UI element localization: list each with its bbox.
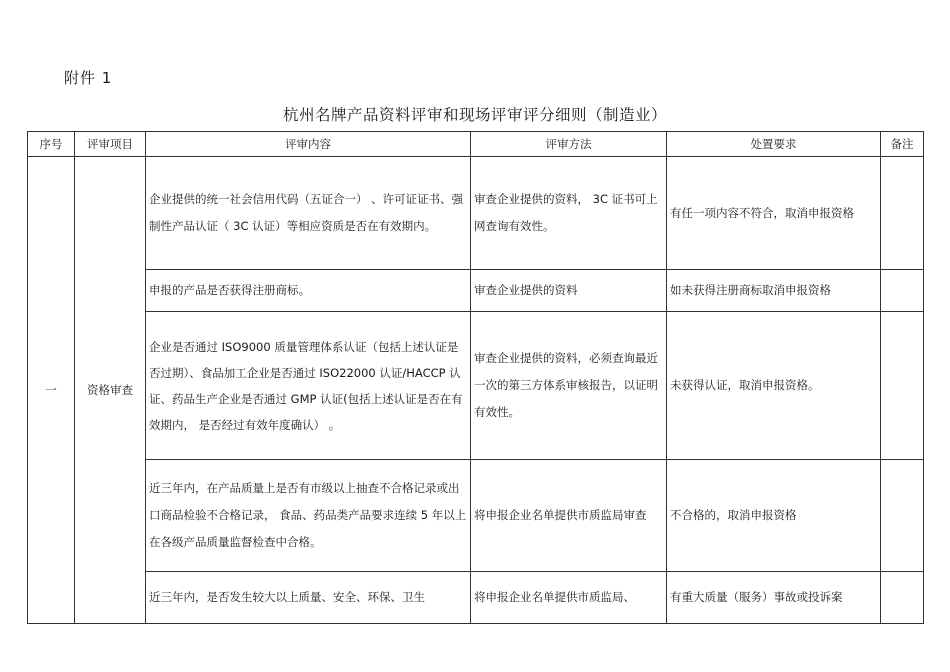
method-cell	[471, 312, 667, 460]
header-note: 备注	[881, 132, 924, 157]
group-item-cell	[75, 157, 146, 624]
page-title: 杭州名牌产品资料评审和现场评审评分细则（制造业）	[282, 106, 667, 124]
row-5-content: 近三年内，是否发生较大以上质量、安全、环保、卫生	[149, 590, 425, 604]
group-item: 资格审查	[87, 383, 133, 397]
group-seq-cell	[28, 157, 75, 624]
requirement-cell	[667, 157, 881, 270]
evaluation-table	[27, 131, 924, 624]
header-content: 评审内容	[146, 132, 471, 157]
attachment-label: 附件 1	[64, 69, 113, 87]
row-3-method: 审查企业提供的资料，必须查询最近一次的第三方体系审核报告，以证明有效性。	[474, 351, 658, 419]
table-row	[28, 270, 924, 312]
header-seq: 序号	[28, 132, 75, 157]
content-cell	[146, 157, 471, 270]
row-4-requirement: 不合格的，取消申报资格	[670, 508, 797, 522]
header-method: 评审方法	[471, 132, 667, 157]
row-3-content: 企业是否通过 ISO9000 质量管理体系认证（包括上述认证是否过期）、食品加工企业是否通过 ISO22000 认证/HACCP 认证、药品生产企业是否通过 GMP 认证(包括上述认证是否在有效期内， 是否经过有效年度确认） 。	[149, 339, 463, 432]
content-cell	[146, 460, 471, 572]
method-cell	[471, 157, 667, 270]
header-requirement: 处置要求	[667, 132, 881, 157]
note-cell	[881, 157, 924, 270]
requirement-cell	[667, 312, 881, 460]
row-2-content: 申报的产品是否获得注册商标。	[149, 283, 310, 297]
note-cell	[881, 270, 924, 312]
requirement-cell	[667, 572, 881, 624]
table-row	[28, 460, 924, 572]
row-2-method: 审查企业提供的资料	[474, 283, 578, 297]
content-cell	[146, 270, 471, 312]
row-4-content: 近三年内，在产品质量上是否有市级以上抽查不合格记录或出口商品检验不合格记录， 食品、药品类产品要求连续 5 年以上在各级产品质量监督检查中合格。	[149, 481, 467, 549]
row-2-requirement: 如未获得注册商标取消申报资格	[670, 283, 831, 297]
row-4-method: 将申报企业名单提供市质监局审查	[474, 508, 647, 522]
table-row	[28, 572, 924, 624]
method-cell	[471, 270, 667, 312]
table-header-row	[28, 132, 924, 157]
row-5-method: 将申报企业名单提供市质监局、	[474, 590, 635, 604]
method-cell	[471, 572, 667, 624]
row-1-content: 企业提供的统一社会信用代码（五证合一） 、许可证证书、强制性产品认证（ 3C 认证）等相应资质是否在有效期内。	[149, 192, 464, 233]
row-5-requirement: 有重大质量（服务）事故或投诉案	[670, 590, 843, 604]
table-row	[28, 157, 924, 270]
requirement-cell	[667, 270, 881, 312]
row-1-method: 审查企业提供的资料， 3C 证书可上网查询有效性。	[474, 192, 658, 233]
table-row	[28, 312, 924, 460]
row-1-requirement: 有任一项内容不符合，取消申报资格	[670, 205, 854, 220]
note-cell	[881, 312, 924, 460]
note-cell	[881, 460, 924, 572]
content-cell	[146, 312, 471, 460]
group-seq: 一	[45, 383, 57, 397]
note-cell	[881, 572, 924, 624]
header-item: 评审项目	[75, 132, 146, 157]
content-cell	[146, 572, 471, 624]
row-3-requirement: 未获得认证，取消申报资格。	[670, 378, 820, 392]
requirement-cell	[667, 460, 881, 572]
method-cell	[471, 460, 667, 572]
